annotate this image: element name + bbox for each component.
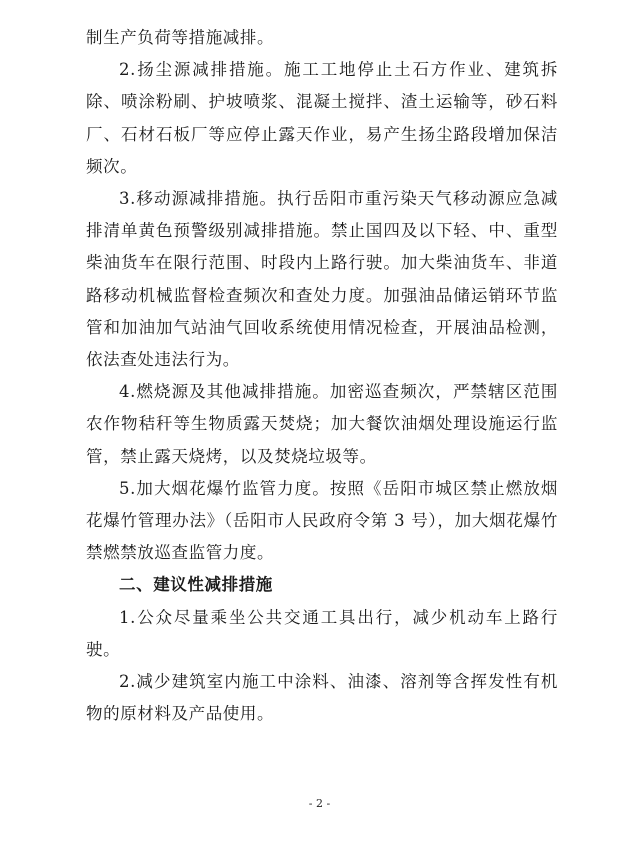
paragraph-mobile-source-measures: 3.移动源减排措施。执行岳阳市重污染天气移动源应急减排清单黄色预警级别减排措施。禁止国四及以下轻、中、重型柴油货车在限行范围、时段内上路行驶。加大柴油货车、非道路移动机械监督检查频次和查处力度。加强油品储运销环节监管和加油加气站油气回收系统使用情况检查，开展油品检测，依法查处违法行为。	[86, 189, 558, 370]
document-body	[86, 22, 558, 730]
paragraph-continuation: 制生产负荷等措施减排。	[86, 28, 275, 47]
page-number: - 2 -	[308, 797, 331, 810]
section-heading-advisory-measures: 二、建议性减排措施	[119, 575, 273, 595]
paragraph-dust-source-measures: 2.扬尘源减排措施。施工工地停止土石方作业、建筑拆除、喷涂粉刷、护坡喷浆、混凝土搅拌、渣土运输等，砂石料厂、石材石板厂等应停止露天作业，易产生扬尘路段增加保洁频次。	[86, 60, 558, 176]
paragraph-combustion-source-measures: 4.燃烧源及其他减排措施。加密巡查频次，严禁辖区范围农作物秸秆等生物质露天焚烧；加大餐饮油烟处理设施运行监管，禁止露天烧烤，以及焚烧垃圾等。	[86, 382, 558, 466]
paragraph-public-transport: 1.公众尽量乘坐公共交通工具出行，减少机动车上路行驶。	[86, 607, 558, 659]
paragraph-indoor-construction-materials: 2.减少建筑室内施工中涂料、油漆、溶剂等含挥发性有机物的原材料及产品使用。	[86, 672, 558, 724]
paragraph-fireworks-supervision: 5.加大烟花爆竹监管力度。按照《岳阳市城区禁止燃放烟花爆竹管理办法》（岳阳市人民政府令第 3 号），加大烟花爆竹禁燃禁放巡查监管力度。	[86, 478, 558, 563]
